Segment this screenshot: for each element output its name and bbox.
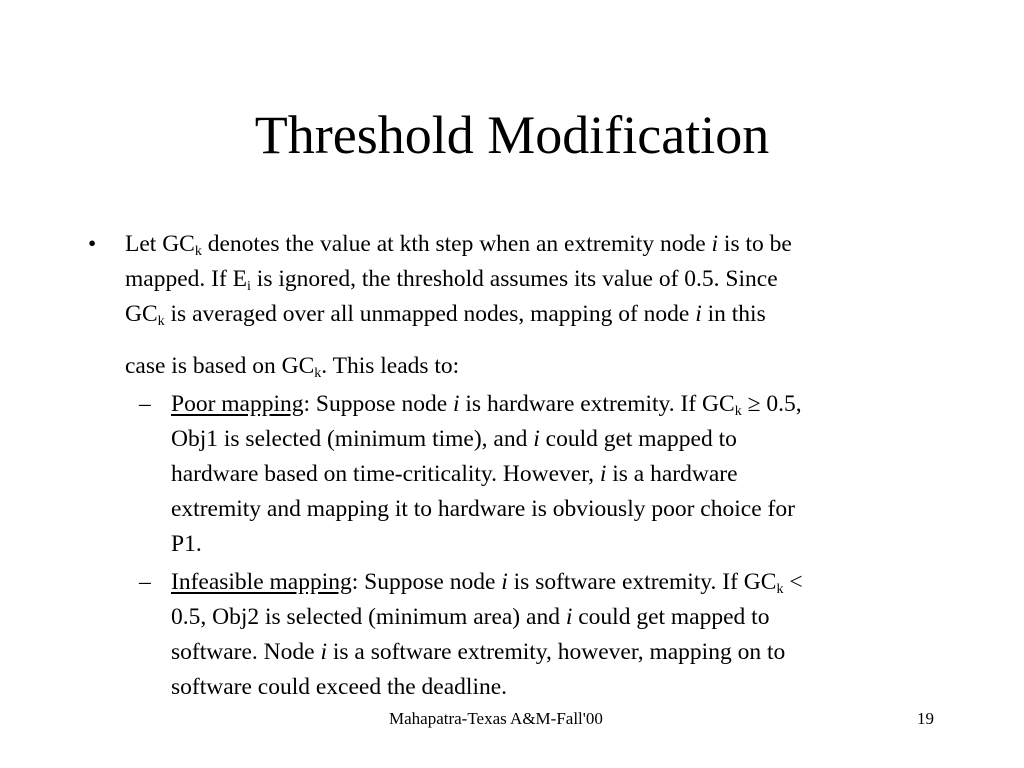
text: Obj1 is selected (minimum time), and [171, 426, 534, 452]
bullet-line [171, 457, 948, 492]
text: hardware based on time-criticality. However, [171, 461, 600, 487]
text: 0.5, Obj2 is selected (minimum area) and [171, 604, 566, 630]
text: could get mapped to [572, 604, 770, 630]
bullet-marker: • [88, 231, 97, 257]
page-number: 19 [917, 709, 934, 728]
text: denotes the value at kth step when an extremity node [201, 231, 712, 257]
underlined-term: Infeasible mapping [171, 569, 352, 595]
subscript: i [247, 279, 251, 294]
text: GC [125, 301, 158, 327]
text: : Suppose node [303, 391, 453, 417]
text: ≥ 0.5, [741, 391, 802, 417]
bullet-line [171, 422, 948, 457]
bullet-item [88, 227, 948, 384]
italic-var: i [501, 569, 508, 595]
sub-bullet-marker: – [139, 391, 151, 417]
italic-var: i [599, 461, 607, 487]
text: is ignored, the threshold assumes its value of 0.5. Since [250, 266, 778, 292]
italic-var: i [320, 639, 327, 665]
text: in this [701, 301, 766, 327]
text: mapped. If E [125, 266, 248, 292]
text: is a hardware [606, 461, 738, 487]
text: . This leads to: [321, 353, 460, 379]
text: is averaged over all unmapped nodes, mapping of node [164, 301, 696, 327]
subscript: k [194, 244, 202, 259]
bullet-line [171, 565, 948, 600]
bullet-line [125, 297, 948, 332]
italic-var: i [533, 426, 540, 452]
text: case is based on GC [125, 353, 315, 379]
bullet-line [125, 227, 948, 262]
footer-text: Mahapatra-Texas A&M-Fall'00 [389, 709, 603, 728]
bullet-line: P1. [171, 531, 202, 557]
slide-body [88, 227, 948, 705]
slide-title: Threshold Modification [254, 105, 770, 165]
italic-var: i [453, 391, 460, 417]
sub-bullet-item [88, 387, 948, 562]
bullet-line [171, 600, 948, 635]
text: could get mapped to [539, 426, 737, 452]
subscript: k [314, 366, 322, 381]
bullet-line [125, 349, 948, 384]
sub-bullet-marker: – [139, 569, 151, 595]
text: Let GC [125, 231, 195, 257]
bullet-line: software could exceed the deadline. [171, 674, 508, 700]
text: : Suppose node [351, 569, 502, 595]
bullet-line: extremity and mapping it to hardware is obviously poor choice for [171, 496, 795, 522]
text: software. Node [171, 639, 321, 665]
italic-var: i [711, 231, 719, 257]
text: < [783, 569, 803, 595]
subscript: k [776, 582, 784, 597]
bullet-line [125, 262, 948, 297]
subscript: k [157, 314, 165, 329]
bullet-line [171, 635, 948, 670]
subscript: k [734, 404, 742, 419]
underlined-term: Poor mapping [171, 391, 304, 417]
text: is to be [718, 231, 792, 257]
italic-var: i [695, 301, 702, 327]
text: is a software extremity, however, mapping on to [326, 639, 786, 665]
text: is software extremity. If GC [507, 569, 777, 595]
italic-var: i [565, 604, 573, 630]
text: is hardware extremity. If GC [459, 391, 735, 417]
sub-bullet-item [88, 565, 948, 705]
bullet-line [171, 387, 948, 422]
